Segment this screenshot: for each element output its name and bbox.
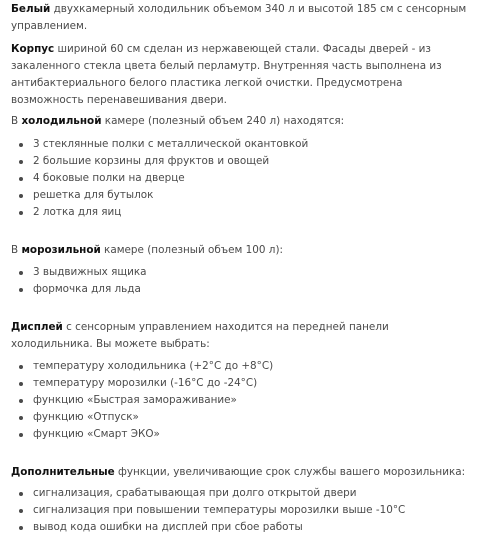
extra-list [11, 485, 473, 536]
freezer-prefix: В [11, 244, 22, 256]
body-paragraph [11, 41, 473, 109]
product-description [11, 0, 473, 536]
list-item: функцию «Быстрая замораживание» [11, 392, 473, 409]
intro-paragraph [11, 1, 473, 35]
list-item: температуру холодильника (+2°С до +8°С) [11, 358, 473, 375]
display-list [11, 358, 473, 443]
list-item: 2 лотка для яиц [11, 204, 473, 221]
fridge-heading [11, 113, 473, 130]
extra-heading [11, 464, 473, 481]
fridge-list [11, 136, 473, 221]
list-item: решетка для бутылок [11, 187, 473, 204]
body-bold: Корпус [11, 43, 55, 55]
list-item: функцию «Отпуск» [11, 409, 473, 426]
fridge-bold: холодильной [21, 115, 102, 127]
display-text: с сенсорным управлением находится на передней панели холодильника. Вы можете выбрать: [11, 321, 389, 350]
display-bold: Дисплей [11, 321, 63, 333]
intro-bold: Белый [11, 3, 51, 15]
list-item: 3 выдвижных ящика [11, 264, 473, 281]
extra-bold: Дополнительные [11, 466, 115, 478]
list-item: 2 большие корзины для фруктов и овощей [11, 153, 473, 170]
fridge-text: камере (полезный объем 240 л) находятся: [101, 115, 345, 127]
body-text: шириной 60 см сделан из нержавеющей стали. Фасады дверей - из закаленного стекла цвета белый перламутр. Внутренняя часть выполнена из антибактериального белого пластика легкой очистки. Предусмотрена возможность перенавешивания двери. [11, 43, 442, 106]
list-item: формочка для льда [11, 281, 473, 298]
list-item: 3 стеклянные полки с металлической окантовкой [11, 136, 473, 153]
list-item: вывод кода ошибки на дисплей при сбое работы [11, 519, 473, 536]
freezer-bold: морозильной [21, 244, 101, 256]
list-item: функцию «Смарт ЭКО» [11, 426, 473, 443]
intro-text: двухкамерный холодильник объемом 340 л и высотой 185 см с сенсорным управлением. [11, 3, 467, 32]
list-item: сигнализация, срабатывающая при долго открытой двери [11, 485, 473, 502]
extra-text: функции, увеличивающие срок службы вашего морозильника: [114, 466, 466, 478]
freezer-heading [11, 242, 473, 259]
list-item: сигнализация при повышении температуры морозилки выше -10°С [11, 502, 473, 519]
freezer-list [11, 264, 473, 298]
list-item: 4 боковые полки на дверце [11, 170, 473, 187]
fridge-prefix: В [11, 115, 22, 127]
list-item: температуру морозилки (-16°С до -24°С) [11, 375, 473, 392]
display-paragraph [11, 319, 473, 353]
freezer-text: камере (полезный объем 100 л): [100, 244, 284, 256]
